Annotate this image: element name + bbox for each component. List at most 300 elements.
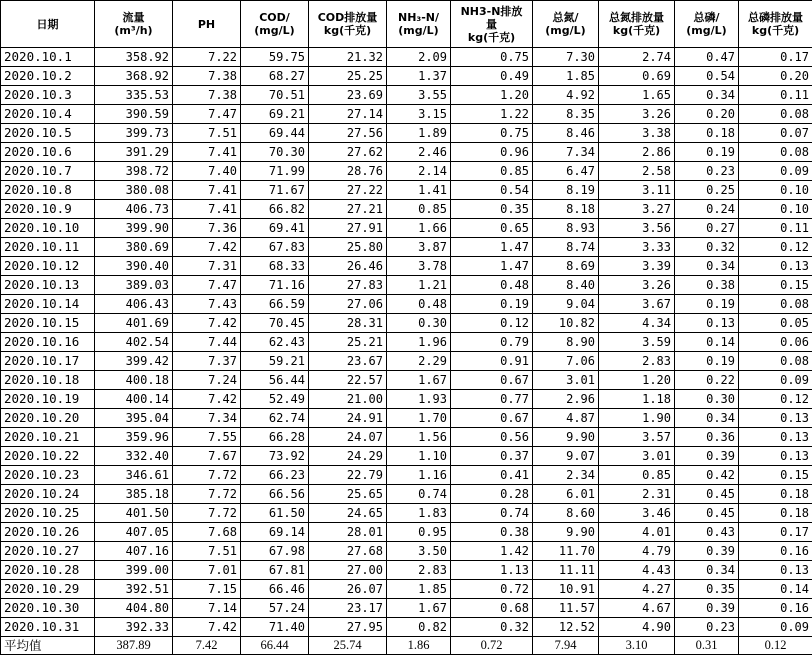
cell-flow: 368.92	[95, 67, 173, 86]
cell-cod: 67.98	[241, 542, 309, 561]
cell-nh3n: 0.82	[387, 618, 451, 637]
cell-cod: 69.41	[241, 219, 309, 238]
cell-tn-discharge: 3.01	[599, 447, 675, 466]
cell-nh3n: 3.78	[387, 257, 451, 276]
cell-cod-discharge: 23.69	[309, 86, 387, 105]
cell-ph: 7.51	[173, 542, 241, 561]
cell-total-phosphorus: 0.42	[675, 466, 739, 485]
cell-tp-discharge: 0.10	[739, 200, 812, 219]
cell-cod-discharge: 27.00	[309, 561, 387, 580]
cell-tp-discharge: 0.16	[739, 542, 812, 561]
cell-total-phosphorus: 0.34	[675, 257, 739, 276]
cell-tp-discharge: 0.09	[739, 371, 812, 390]
cell-flow: 392.33	[95, 618, 173, 637]
cell-total-phosphorus: 0.39	[675, 447, 739, 466]
cell-cod-discharge: 28.01	[309, 523, 387, 542]
cell-cod-discharge: 22.57	[309, 371, 387, 390]
cell-nh3n: 3.87	[387, 238, 451, 257]
cell-nh3n-discharge: 0.19	[451, 295, 533, 314]
cell-date: 2020.10.15	[1, 314, 95, 333]
cell-cod-discharge: 25.25	[309, 67, 387, 86]
cell-total-nitrogen: 8.60	[533, 504, 599, 523]
cell-tn-discharge: 3.38	[599, 124, 675, 143]
header-date-line: 日期	[2, 18, 93, 31]
cell-flow: 391.29	[95, 143, 173, 162]
header-tn-discharge-line: 总氮排放量	[600, 11, 673, 24]
cell-total-phosphorus: 0.24	[675, 200, 739, 219]
cell-date: 2020.10.5	[1, 124, 95, 143]
cell-ph: 7.72	[173, 485, 241, 504]
average-tp-discharge: 0.12	[739, 637, 812, 655]
cell-cod-discharge: 21.32	[309, 48, 387, 67]
average-tn-discharge: 3.10	[599, 637, 675, 655]
cell-cod-discharge: 25.21	[309, 333, 387, 352]
table-row	[1, 257, 812, 276]
cell-tp-discharge: 0.12	[739, 390, 812, 409]
cell-ph: 7.38	[173, 67, 241, 86]
cell-date: 2020.10.23	[1, 466, 95, 485]
cell-tp-discharge: 0.17	[739, 48, 812, 67]
cell-total-nitrogen: 9.90	[533, 523, 599, 542]
cell-flow: 380.08	[95, 181, 173, 200]
header-tn-discharge	[599, 1, 675, 48]
header-cod	[241, 1, 309, 48]
average-cod-discharge: 25.74	[309, 637, 387, 655]
header-date	[1, 1, 95, 48]
cell-ph: 7.38	[173, 86, 241, 105]
cell-tn-discharge: 3.46	[599, 504, 675, 523]
table-row	[1, 105, 812, 124]
cell-flow: 402.54	[95, 333, 173, 352]
table-row	[1, 542, 812, 561]
cell-tp-discharge: 0.09	[739, 162, 812, 181]
cell-tn-discharge: 2.74	[599, 48, 675, 67]
cell-nh3n-discharge: 0.12	[451, 314, 533, 333]
cell-nh3n-discharge: 0.67	[451, 371, 533, 390]
average-label: 平均值	[1, 637, 95, 655]
cell-ph: 7.24	[173, 371, 241, 390]
cell-tn-discharge: 4.34	[599, 314, 675, 333]
cell-total-nitrogen: 11.11	[533, 561, 599, 580]
cell-tp-discharge: 0.13	[739, 561, 812, 580]
cell-nh3n: 2.46	[387, 143, 451, 162]
cell-tn-discharge: 4.79	[599, 542, 675, 561]
cell-date: 2020.10.24	[1, 485, 95, 504]
cell-tn-discharge: 0.69	[599, 67, 675, 86]
cell-cod: 52.49	[241, 390, 309, 409]
cell-ph: 7.31	[173, 257, 241, 276]
cell-nh3n: 1.56	[387, 428, 451, 447]
cell-flow: 399.42	[95, 352, 173, 371]
cell-nh3n: 1.85	[387, 580, 451, 599]
cell-tp-discharge: 0.08	[739, 105, 812, 124]
cell-nh3n: 0.30	[387, 314, 451, 333]
cell-nh3n: 1.89	[387, 124, 451, 143]
cell-nh3n: 2.83	[387, 561, 451, 580]
cell-flow: 407.05	[95, 523, 173, 542]
cell-total-phosphorus: 0.45	[675, 485, 739, 504]
header-nh3n-line: NH₃-N/	[388, 11, 449, 24]
table-row	[1, 181, 812, 200]
cell-total-nitrogen: 11.57	[533, 599, 599, 618]
cell-nh3n: 3.15	[387, 105, 451, 124]
cell-nh3n-discharge: 0.48	[451, 276, 533, 295]
cell-total-nitrogen: 4.92	[533, 86, 599, 105]
cell-cod: 66.28	[241, 428, 309, 447]
cell-flow: 335.53	[95, 86, 173, 105]
cell-flow: 406.73	[95, 200, 173, 219]
cell-ph: 7.36	[173, 219, 241, 238]
header-tp-discharge-line: 总磷排放量	[740, 11, 811, 24]
cell-tn-discharge: 3.56	[599, 219, 675, 238]
table-row	[1, 200, 812, 219]
cell-nh3n-discharge: 1.22	[451, 105, 533, 124]
cell-total-phosphorus: 0.35	[675, 580, 739, 599]
cell-nh3n-discharge: 0.91	[451, 352, 533, 371]
header-total-nitrogen-line: (mg/L)	[534, 24, 597, 37]
table-row	[1, 561, 812, 580]
cell-total-nitrogen: 1.85	[533, 67, 599, 86]
cell-tp-discharge: 0.08	[739, 295, 812, 314]
header-nh3n-discharge-line: 量	[452, 18, 531, 31]
cell-ph: 7.22	[173, 48, 241, 67]
cell-ph: 7.01	[173, 561, 241, 580]
header-total-phosphorus-line: (mg/L)	[676, 24, 737, 37]
cell-flow: 390.40	[95, 257, 173, 276]
cell-flow: 390.59	[95, 105, 173, 124]
cell-date: 2020.10.30	[1, 599, 95, 618]
cell-nh3n: 1.10	[387, 447, 451, 466]
cell-nh3n-discharge: 0.79	[451, 333, 533, 352]
cell-cod-discharge: 28.76	[309, 162, 387, 181]
cell-cod-discharge: 27.91	[309, 219, 387, 238]
cell-tn-discharge: 0.85	[599, 466, 675, 485]
cell-tn-discharge: 2.58	[599, 162, 675, 181]
cell-total-phosphorus: 0.47	[675, 48, 739, 67]
table-header-row	[1, 1, 812, 48]
cell-cod: 69.21	[241, 105, 309, 124]
cell-tp-discharge: 0.12	[739, 238, 812, 257]
cell-ph: 7.41	[173, 200, 241, 219]
header-cod-line: (mg/L)	[242, 24, 307, 37]
cell-cod-discharge: 27.56	[309, 124, 387, 143]
cell-nh3n: 1.37	[387, 67, 451, 86]
cell-date: 2020.10.13	[1, 276, 95, 295]
cell-cod: 62.74	[241, 409, 309, 428]
average-row	[1, 637, 812, 655]
header-tn-discharge-line: kg(千克)	[600, 24, 673, 37]
header-flow	[95, 1, 173, 48]
cell-tn-discharge: 4.90	[599, 618, 675, 637]
cell-total-phosphorus: 0.38	[675, 276, 739, 295]
cell-flow: 400.18	[95, 371, 173, 390]
table-row	[1, 599, 812, 618]
cell-cod-discharge: 23.17	[309, 599, 387, 618]
cell-tp-discharge: 0.11	[739, 219, 812, 238]
cell-total-nitrogen: 11.70	[533, 542, 599, 561]
cell-nh3n-discharge: 0.49	[451, 67, 533, 86]
cell-nh3n: 3.50	[387, 542, 451, 561]
table-row	[1, 485, 812, 504]
cell-nh3n-discharge: 0.74	[451, 504, 533, 523]
cell-cod: 69.14	[241, 523, 309, 542]
cell-cod-discharge: 23.67	[309, 352, 387, 371]
cell-flow: 392.51	[95, 580, 173, 599]
cell-tn-discharge: 3.33	[599, 238, 675, 257]
cell-ph: 7.67	[173, 447, 241, 466]
cell-cod: 70.45	[241, 314, 309, 333]
cell-cod: 61.50	[241, 504, 309, 523]
cell-nh3n: 0.85	[387, 200, 451, 219]
table-row	[1, 390, 812, 409]
cell-total-nitrogen: 2.34	[533, 466, 599, 485]
cell-flow: 399.73	[95, 124, 173, 143]
cell-cod: 67.83	[241, 238, 309, 257]
cell-cod: 71.16	[241, 276, 309, 295]
cell-total-phosphorus: 0.30	[675, 390, 739, 409]
cell-tp-discharge: 0.05	[739, 314, 812, 333]
cell-date: 2020.10.4	[1, 105, 95, 124]
cell-nh3n: 1.83	[387, 504, 451, 523]
cell-cod-discharge: 27.22	[309, 181, 387, 200]
cell-total-phosphorus: 0.32	[675, 238, 739, 257]
table-row	[1, 523, 812, 542]
cell-date: 2020.10.9	[1, 200, 95, 219]
cell-date: 2020.10.3	[1, 86, 95, 105]
cell-cod: 69.44	[241, 124, 309, 143]
cell-tp-discharge: 0.08	[739, 143, 812, 162]
cell-total-nitrogen: 10.91	[533, 580, 599, 599]
cell-date: 2020.10.12	[1, 257, 95, 276]
cell-flow: 406.43	[95, 295, 173, 314]
cell-total-nitrogen: 7.34	[533, 143, 599, 162]
cell-date: 2020.10.11	[1, 238, 95, 257]
cell-tp-discharge: 0.13	[739, 428, 812, 447]
cell-tp-discharge: 0.08	[739, 352, 812, 371]
cell-cod-discharge: 27.21	[309, 200, 387, 219]
table-row	[1, 162, 812, 181]
cell-total-phosphorus: 0.34	[675, 561, 739, 580]
cell-date: 2020.10.18	[1, 371, 95, 390]
cell-total-nitrogen: 4.87	[533, 409, 599, 428]
cell-cod: 71.99	[241, 162, 309, 181]
cell-cod-discharge: 27.95	[309, 618, 387, 637]
cell-date: 2020.10.10	[1, 219, 95, 238]
cell-cod-discharge: 26.07	[309, 580, 387, 599]
cell-cod: 68.33	[241, 257, 309, 276]
cell-date: 2020.10.8	[1, 181, 95, 200]
cell-tp-discharge: 0.13	[739, 409, 812, 428]
cell-total-nitrogen: 9.07	[533, 447, 599, 466]
cell-total-phosphorus: 0.39	[675, 542, 739, 561]
header-tp-discharge	[739, 1, 812, 48]
table-row	[1, 143, 812, 162]
cell-nh3n: 0.48	[387, 295, 451, 314]
cell-total-nitrogen: 8.90	[533, 333, 599, 352]
header-nh3n-line: (mg/L)	[388, 24, 449, 37]
cell-total-nitrogen: 8.93	[533, 219, 599, 238]
cell-tp-discharge: 0.20	[739, 67, 812, 86]
cell-date: 2020.10.7	[1, 162, 95, 181]
cell-flow: 380.69	[95, 238, 173, 257]
cell-tn-discharge: 4.43	[599, 561, 675, 580]
cell-total-phosphorus: 0.14	[675, 333, 739, 352]
cell-flow: 395.04	[95, 409, 173, 428]
cell-tp-discharge: 0.16	[739, 599, 812, 618]
cell-total-phosphorus: 0.19	[675, 295, 739, 314]
header-total-nitrogen-line: 总氮/	[534, 11, 597, 24]
header-nh3n	[387, 1, 451, 48]
cell-tn-discharge: 3.67	[599, 295, 675, 314]
header-nh3n-discharge-line: kg(千克)	[452, 31, 531, 44]
cell-tn-discharge: 1.18	[599, 390, 675, 409]
cell-total-nitrogen: 9.90	[533, 428, 599, 447]
header-flow-line: (m³/h)	[96, 24, 171, 37]
cell-tp-discharge: 0.13	[739, 257, 812, 276]
table-row	[1, 504, 812, 523]
cell-tp-discharge: 0.15	[739, 466, 812, 485]
cell-cod: 70.30	[241, 143, 309, 162]
cell-date: 2020.10.25	[1, 504, 95, 523]
cell-tn-discharge: 2.86	[599, 143, 675, 162]
cell-ph: 7.44	[173, 333, 241, 352]
cell-tp-discharge: 0.13	[739, 447, 812, 466]
cell-cod-discharge: 27.68	[309, 542, 387, 561]
cell-tp-discharge: 0.18	[739, 504, 812, 523]
cell-flow: 404.80	[95, 599, 173, 618]
table-row	[1, 219, 812, 238]
cell-date: 2020.10.29	[1, 580, 95, 599]
table-row	[1, 67, 812, 86]
cell-nh3n-discharge: 1.42	[451, 542, 533, 561]
cell-total-phosphorus: 0.39	[675, 599, 739, 618]
cell-tn-discharge: 3.59	[599, 333, 675, 352]
cell-date: 2020.10.16	[1, 333, 95, 352]
cell-total-nitrogen: 8.40	[533, 276, 599, 295]
cell-flow: 359.96	[95, 428, 173, 447]
header-nh3n-discharge	[451, 1, 533, 48]
cell-tp-discharge: 0.15	[739, 276, 812, 295]
cell-total-phosphorus: 0.13	[675, 314, 739, 333]
cell-tn-discharge: 3.27	[599, 200, 675, 219]
cell-cod-discharge: 22.79	[309, 466, 387, 485]
cell-ph: 7.47	[173, 276, 241, 295]
table-row	[1, 124, 812, 143]
cell-nh3n-discharge: 0.75	[451, 48, 533, 67]
table-row	[1, 86, 812, 105]
average-cod: 66.44	[241, 637, 309, 655]
cell-cod-discharge: 28.31	[309, 314, 387, 333]
cell-nh3n: 1.70	[387, 409, 451, 428]
cell-nh3n-discharge: 0.28	[451, 485, 533, 504]
cell-total-nitrogen: 9.04	[533, 295, 599, 314]
cell-cod-discharge: 26.46	[309, 257, 387, 276]
cell-nh3n: 2.14	[387, 162, 451, 181]
table-row	[1, 466, 812, 485]
cell-nh3n-discharge: 0.96	[451, 143, 533, 162]
average-ph: 7.42	[173, 637, 241, 655]
table-row	[1, 314, 812, 333]
cell-cod: 71.67	[241, 181, 309, 200]
cell-total-phosphorus: 0.23	[675, 162, 739, 181]
cell-total-nitrogen: 10.82	[533, 314, 599, 333]
cell-total-phosphorus: 0.34	[675, 409, 739, 428]
cell-tn-discharge: 4.27	[599, 580, 675, 599]
cell-date: 2020.10.2	[1, 67, 95, 86]
cell-nh3n-discharge: 1.13	[451, 561, 533, 580]
cell-tp-discharge: 0.09	[739, 618, 812, 637]
table-row	[1, 352, 812, 371]
cell-total-phosphorus: 0.22	[675, 371, 739, 390]
table-row	[1, 428, 812, 447]
cell-total-nitrogen: 6.01	[533, 485, 599, 504]
header-total-nitrogen	[533, 1, 599, 48]
cell-ph: 7.42	[173, 618, 241, 637]
cell-total-nitrogen: 8.19	[533, 181, 599, 200]
cell-date: 2020.10.22	[1, 447, 95, 466]
cell-cod: 56.44	[241, 371, 309, 390]
cell-cod: 59.21	[241, 352, 309, 371]
cell-tn-discharge: 2.83	[599, 352, 675, 371]
cell-tn-discharge: 2.31	[599, 485, 675, 504]
table-row	[1, 371, 812, 390]
cell-ph: 7.42	[173, 390, 241, 409]
cell-tn-discharge: 1.90	[599, 409, 675, 428]
cell-cod: 71.40	[241, 618, 309, 637]
cell-total-nitrogen: 6.47	[533, 162, 599, 181]
cell-nh3n: 1.67	[387, 371, 451, 390]
cell-date: 2020.10.6	[1, 143, 95, 162]
average-flow: 387.89	[95, 637, 173, 655]
cell-date: 2020.10.27	[1, 542, 95, 561]
cell-nh3n-discharge: 0.37	[451, 447, 533, 466]
cell-date: 2020.10.31	[1, 618, 95, 637]
cell-tp-discharge: 0.18	[739, 485, 812, 504]
cell-date: 2020.10.20	[1, 409, 95, 428]
header-cod-discharge	[309, 1, 387, 48]
cell-ph: 7.14	[173, 599, 241, 618]
cell-nh3n: 0.74	[387, 485, 451, 504]
header-nh3n-discharge-line: NH3-N排放	[452, 5, 531, 18]
header-flow-line: 流量	[96, 11, 171, 24]
cell-nh3n: 1.16	[387, 466, 451, 485]
cell-nh3n-discharge: 0.75	[451, 124, 533, 143]
header-tp-discharge-line: kg(千克)	[740, 24, 811, 37]
cell-total-nitrogen: 7.06	[533, 352, 599, 371]
cell-nh3n-discharge: 0.54	[451, 181, 533, 200]
cell-total-phosphorus: 0.36	[675, 428, 739, 447]
cell-flow: 407.16	[95, 542, 173, 561]
cell-nh3n: 1.93	[387, 390, 451, 409]
table-row	[1, 409, 812, 428]
cell-cod-discharge: 24.29	[309, 447, 387, 466]
cell-ph: 7.41	[173, 181, 241, 200]
table-row	[1, 447, 812, 466]
cell-cod-discharge: 27.83	[309, 276, 387, 295]
cell-total-nitrogen: 8.74	[533, 238, 599, 257]
cell-nh3n-discharge: 1.47	[451, 238, 533, 257]
cell-total-phosphorus: 0.18	[675, 124, 739, 143]
cell-date: 2020.10.19	[1, 390, 95, 409]
cell-ph: 7.43	[173, 295, 241, 314]
cell-total-nitrogen: 8.69	[533, 257, 599, 276]
average-total-nitrogen: 7.94	[533, 637, 599, 655]
cell-nh3n-discharge: 0.68	[451, 599, 533, 618]
header-cod-discharge-line: kg(千克)	[310, 24, 385, 37]
cell-nh3n: 1.66	[387, 219, 451, 238]
cell-cod: 70.51	[241, 86, 309, 105]
cell-flow: 358.92	[95, 48, 173, 67]
